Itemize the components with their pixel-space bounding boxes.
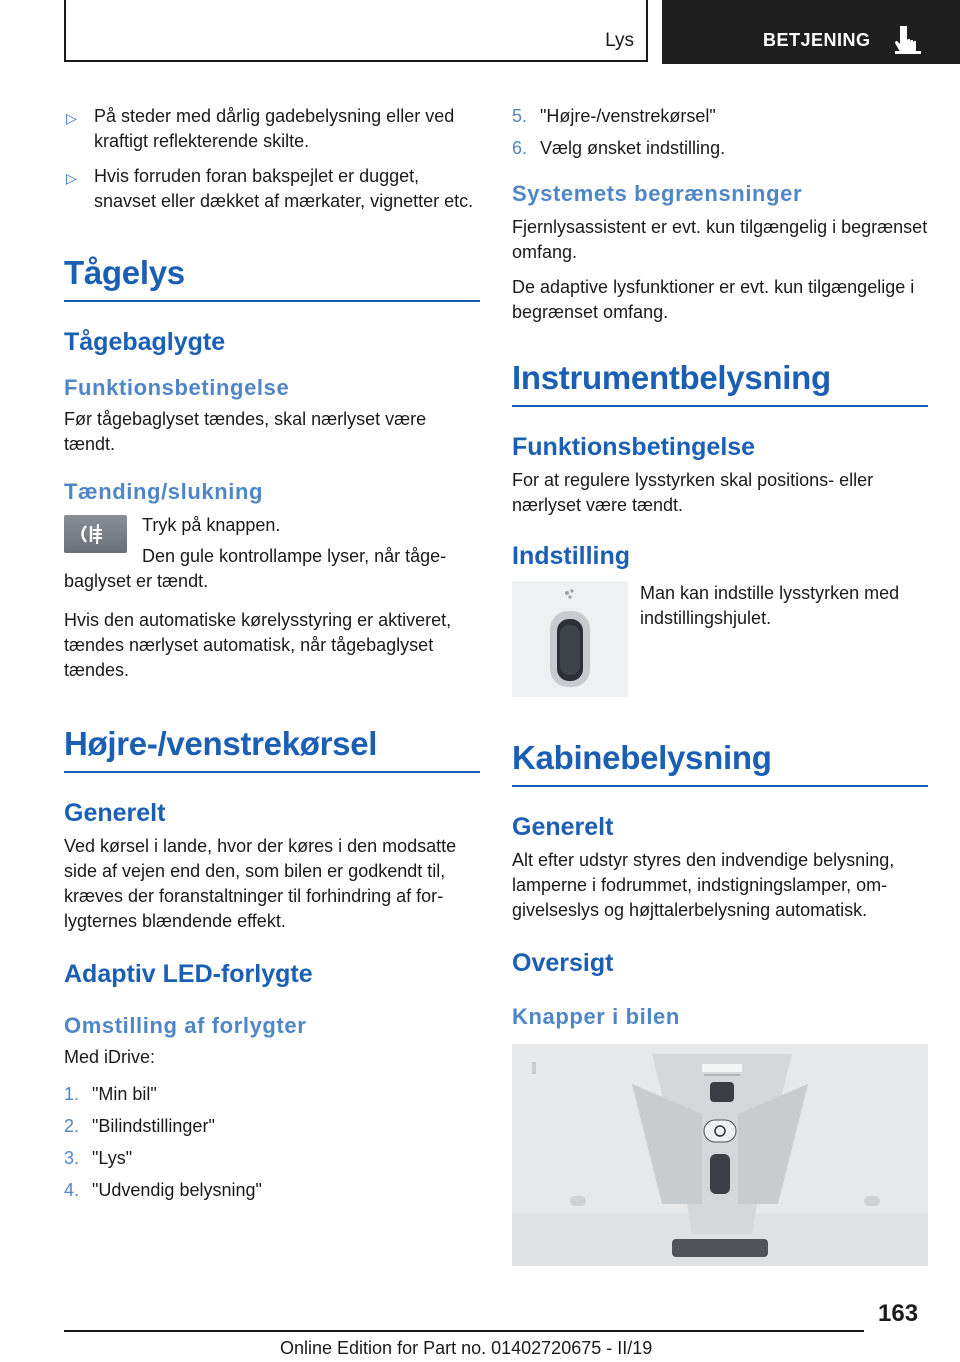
list-text: "Bilindstillinger" [92, 1116, 215, 1136]
heading-oversigt: Oversigt [512, 949, 614, 977]
triangle-bullet-icon: ▷ [66, 110, 77, 126]
page-header [0, 0, 960, 66]
list-number: 1. [64, 1084, 80, 1104]
paragraph: Med iDrive: [64, 1047, 156, 1067]
rear-fog-light-icon [64, 515, 127, 553]
header-section-title: Lys [605, 30, 634, 51]
paragraph: Ved kørsel i lande, hvor der køres i den modsatte side af vejen end den, som bilen er godkendt til, kræves der foranstaltninger til forhindring af forlygternes blændende effekt. [64, 836, 457, 931]
list-text: "Udvendig belysning" [92, 1180, 262, 1200]
footer-rule [64, 1330, 864, 1332]
footer-edition: Online Edition for Part no. 01402720675 - II/19 [280, 1338, 653, 1358]
paragraph: Før tågebaglyset tændes, skal nærlyset være tændt. [64, 409, 427, 454]
header-section-box [64, 0, 648, 62]
paragraph: For at regulere lysstyrken skal positions- eller nærlyset være tændt. [512, 470, 874, 515]
paragraph: Tryk på knappen. [142, 515, 281, 535]
list-number: 3. [64, 1148, 80, 1168]
thumbwheel-figure [512, 581, 628, 697]
page-number: 163 [878, 1300, 919, 1327]
heading-tagebaglygte: Tågebaglygte [64, 328, 226, 356]
paragraph: Den gule kontrollampe lyser, når tågebaglyset er tændt. [64, 546, 447, 591]
paragraph: De adaptive lysfunktioner er evt. kun tilgængelige i begrænset omfang. [512, 277, 915, 322]
thumbwheel-icon [512, 581, 628, 697]
roof-console-icon [512, 1044, 928, 1266]
heading-generelt: Generelt [64, 799, 166, 827]
heading-generelt: Generelt [512, 813, 614, 841]
paragraph: Alt efter udstyr styres den indvendige belysning, lamperne i fodrummet, indstigningslamper, omgivelseslys og højttalerbelysning automatisk. [512, 850, 895, 920]
thumbwheel-section [512, 581, 928, 701]
heading-funktionsbetingelse: Funktionsbetingelse [64, 375, 290, 400]
list-item [512, 136, 928, 161]
heading-indstilling: Indstilling [512, 542, 631, 570]
right-column [512, 104, 928, 1266]
paragraph: Man kan indstille lysstyrken med indstillingshjulet. [640, 583, 900, 628]
heading-adaptiv-led: Adaptiv LED-forlygte [64, 960, 313, 988]
heading-funktionsbetingelse: Funktionsbetingelse [512, 433, 756, 461]
list-number: 2. [64, 1116, 80, 1136]
list-item [64, 1114, 480, 1139]
heading-omstilling: Omstilling af forlygter [64, 1013, 307, 1038]
left-column [64, 104, 480, 1210]
list-item [64, 1082, 480, 1107]
bullet-text: Hvis forruden foran bakspejlet er dugget, snavset eller dækket af mærkater, vignetter etc. [94, 166, 474, 211]
heading-kabinebelysning: Kabinebelysning [512, 739, 928, 787]
bullet-item [64, 104, 480, 154]
list-number: 6. [512, 138, 528, 158]
heading-tagelys: Tågelys [64, 254, 480, 302]
heading-knapper-i-bilen: Knapper i bilen [512, 1004, 680, 1029]
heading-hojre-venstrekorsel: Højre-/venstrekørsel [64, 725, 480, 773]
paragraph: Fjernlysassistent er evt. kun tilgængelig i begrænset omfang. [512, 217, 928, 262]
list-text: Vælg ønsket indstilling. [540, 138, 726, 158]
list-text: "Højre-/venstrekørsel" [540, 106, 716, 126]
bullet-text: På steder med dårlig gadebelysning eller ved kraftigt reflekterende skilte. [94, 106, 455, 151]
bullet-item [64, 164, 480, 214]
roof-console-figure [512, 1044, 928, 1266]
paragraph: Hvis den automatiske kørelysstyring er aktiveret, tændes nærlyset automatisk, når tågebaglyset tændes. [64, 610, 452, 680]
list-item [512, 104, 928, 129]
triangle-bullet-icon: ▷ [66, 170, 77, 186]
heading-instrumentbelysning: Instrumentbelysning [512, 359, 928, 407]
pointing-hand-icon [895, 24, 921, 54]
list-number: 4. [64, 1180, 80, 1200]
rear-fog-light-button-figure [64, 515, 127, 553]
list-number: 5. [512, 106, 528, 126]
header-chapter-tab [662, 0, 960, 64]
list-item [64, 1146, 480, 1171]
heading-systemets-begraensninger: Systemets begrænsninger [512, 181, 803, 206]
header-chapter-title: BETJENING [763, 30, 871, 50]
list-text: "Min bil" [92, 1084, 157, 1104]
list-text: "Lys" [92, 1148, 133, 1168]
list-item [64, 1178, 480, 1203]
heading-taending-slukning: Tænding/slukning [64, 479, 264, 504]
fog-light-instruction [64, 513, 480, 594]
